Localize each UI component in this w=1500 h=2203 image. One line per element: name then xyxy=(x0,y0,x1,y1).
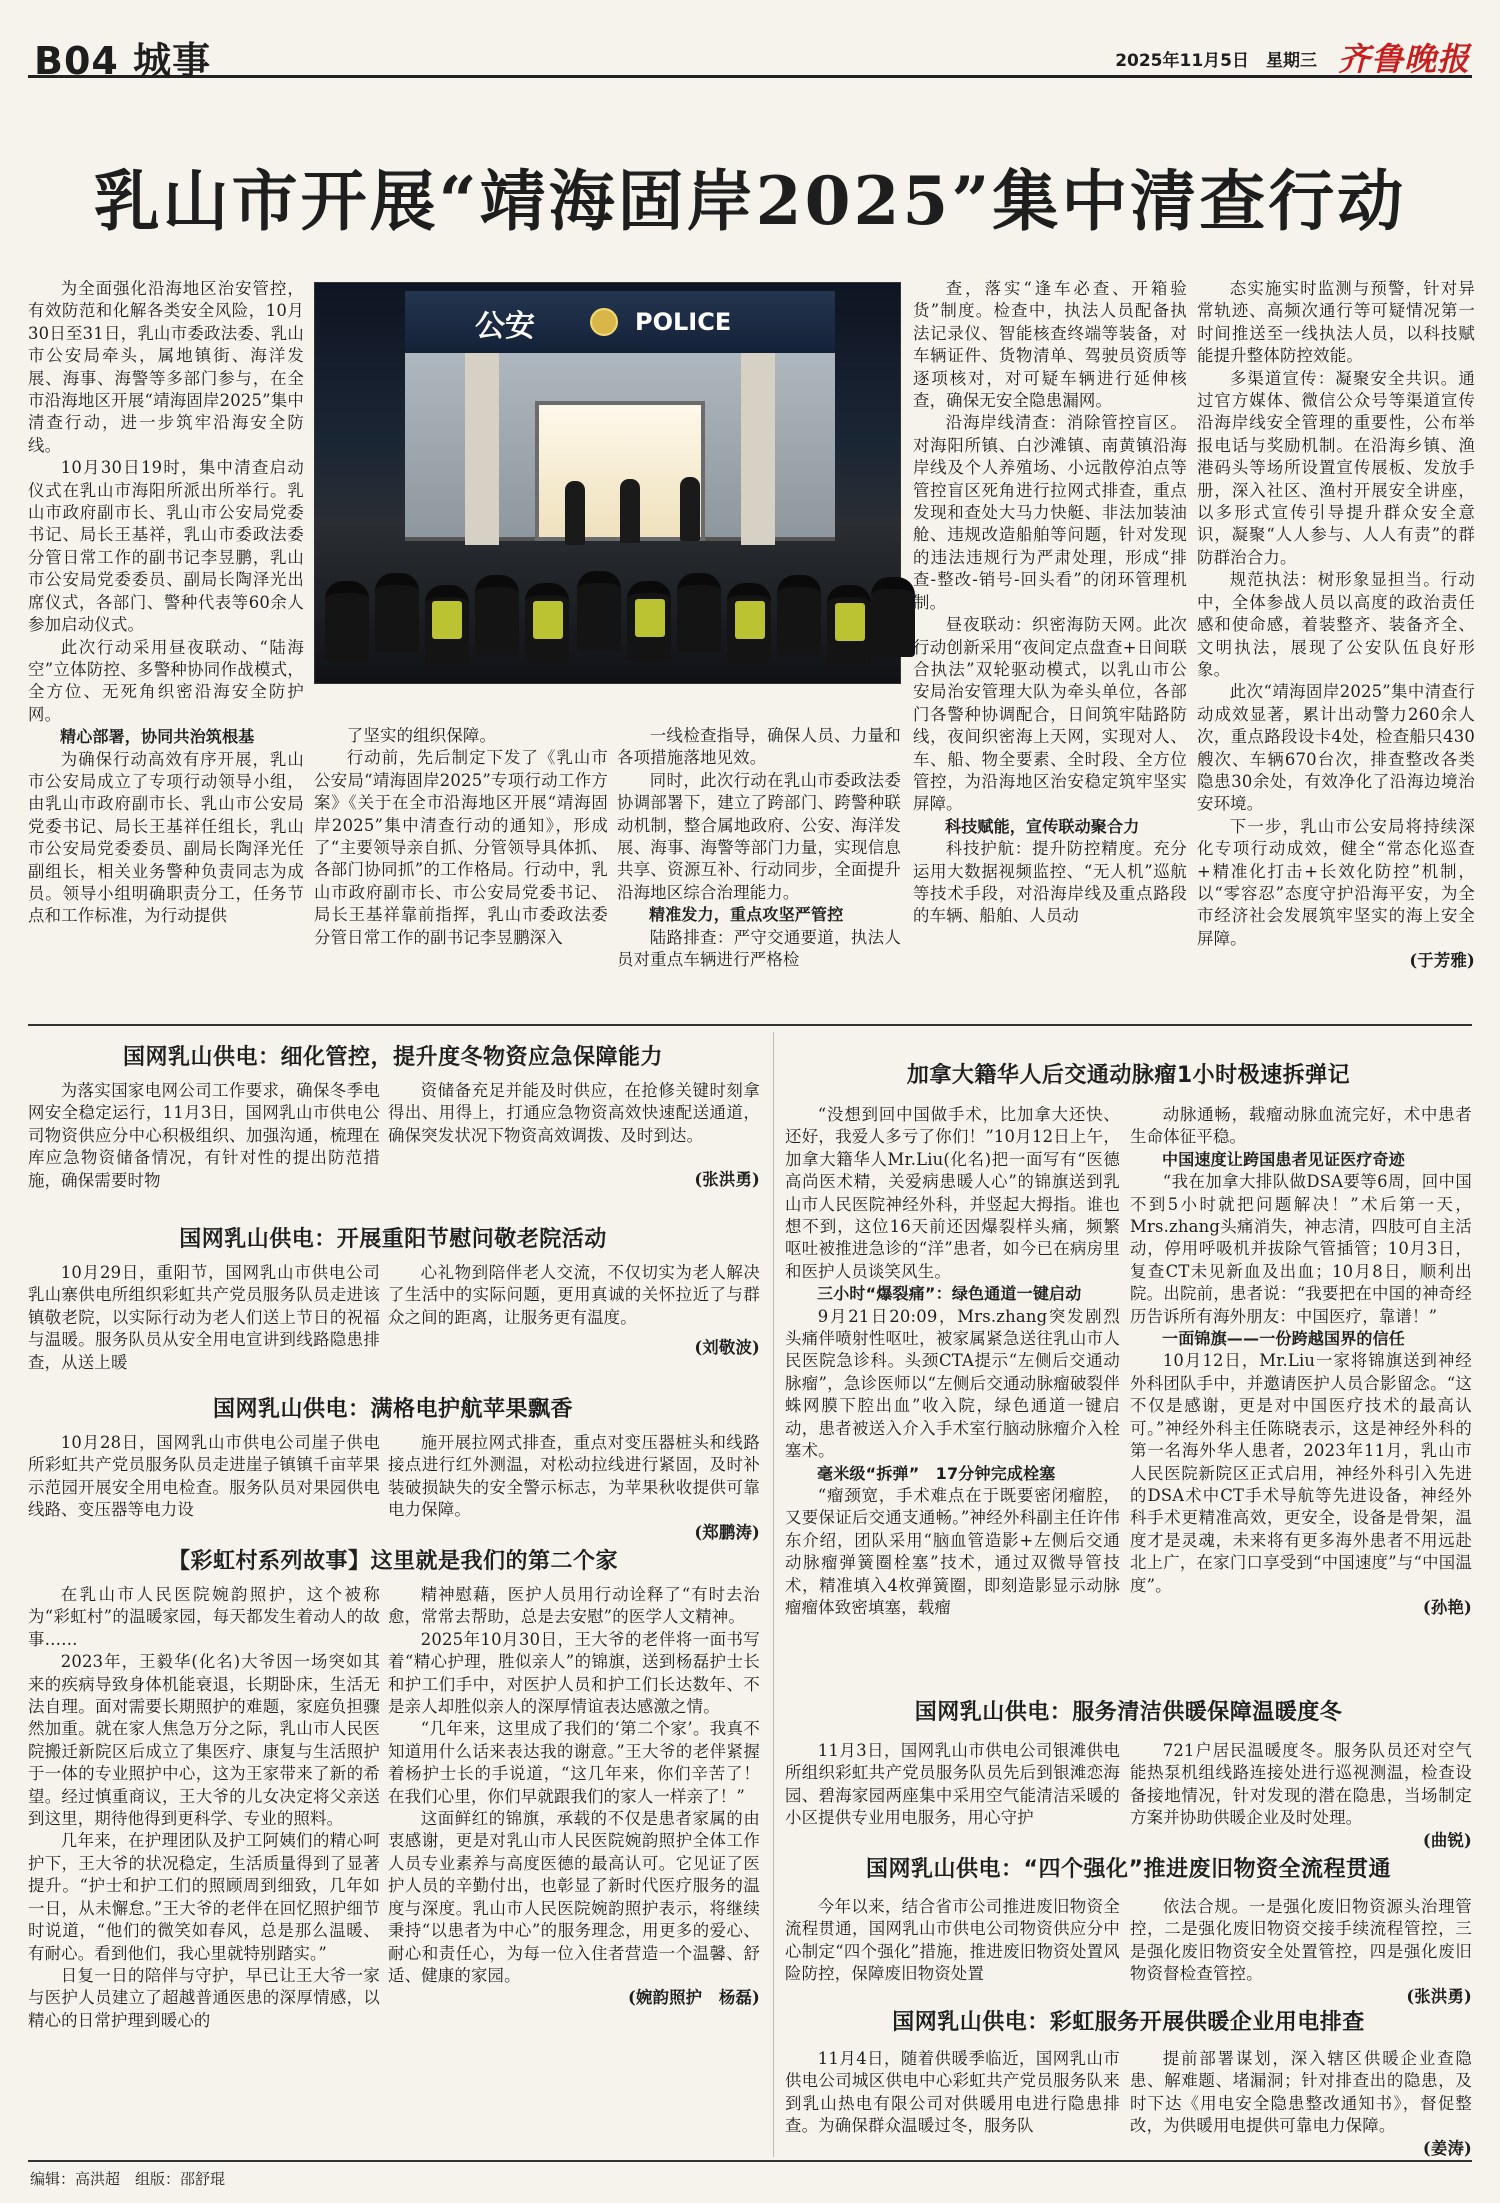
paragraph: 依法合规。一是强化废旧物资源头治理管控，二是强化废旧物资交接手续流程管控，三是强化废旧物资安全处置管控，四是强化废旧物资督检查管控。 xyxy=(1130,1897,1472,1984)
footer-credits: 编辑：高洪超 组版：邵舒琨 xyxy=(30,2170,226,2188)
byline: (婉韵照护 杨磊) xyxy=(627,1988,760,2008)
story-col xyxy=(388,1080,760,1200)
paragraph: 2023年，王毅华(化名)大爷因一场突如其来的疾病导致身体机能衰退，长期卧床，生活无法自理。面对需要长期照护的难题，家庭负担骤然加重。就在家人焦急万分之际，乳山市人民医院搬迁新院区后成立了集医疗、康复与生活照护于一体的专业照护中心，这为王家带来了新的希望。经过慎重商议，王大爷的儿女决定将父亲送到这里，期待他得到更科学、专业的照料。 xyxy=(28,1652,380,1829)
paragraph: 几年来，在护理团队及护工阿姨们的精心呵护下，王大爷的状况稳定，生活质量得到了显著提升。“护士和护工们的照顾周到细致，几年如一日，从未懈怠。”王大爷的老伴在回忆照护细节时说道，“他们的微笑如春风，总是那么温暖、有耐心。看到他们，我心里就特别踏实。” xyxy=(28,1831,380,1963)
story-title: 国网乳山供电：服务清洁供暖保障温暖度冬 xyxy=(914,1700,1343,1725)
paragraph: 10月12日，Mr.Liu一家将锦旗送到神经外科团队手中，并邀请医护人员合影留念。“这不仅是感谢，更是对中国医疗技术的最高认可。”神经外科主任陈晓表示，这是神经外科的第一名海外华人患者，2023年11月，乳山市人民医院新院区正式启用，神经外科引入先进的DSA术中CT手术导航等先进设备，神经外科手术更精准高效，更安全，设备是骨架，温度才是灵魂，未来将有更多海外患者不用远赴北上广，在家门口享受到“中国速度”与“中国温度”。 xyxy=(1130,1351,1472,1595)
page-number-section xyxy=(34,30,211,85)
paragraph: 科技护航：提升防控精度。充分运用大数据视频监控、“无人机”巡航等技术手段，对沿海岸线及重点路段的车辆、船舶、人员动 xyxy=(913,839,1187,926)
paragraph: 这面鲜红的锦旗，承载的不仅是患者家属的由衷感谢，更是对乳山市人民医院婉韵照护全体工作人员专业素养与高度医德的最高认可。它见证了医护人员的辛勤付出，也彰显了新时代医疗服务的温度与深度。乳山市人民医院婉韵照护表示，将继续秉持“以患者为中心”的服务理念，用更多的爱心、耐心和责任心，为每一位入住者营造一个温馨、舒适、健康的家园。 xyxy=(388,1809,760,1985)
byline: (于芳雅) xyxy=(1409,951,1475,971)
story-col xyxy=(1130,1104,1472,1676)
speaker-figure xyxy=(565,481,585,545)
story-col xyxy=(785,1740,1120,1835)
sign-text-en: POLICE xyxy=(635,308,732,336)
police-sign xyxy=(405,291,835,353)
byline: (曲锐) xyxy=(1422,1830,1472,1850)
pillar xyxy=(465,353,499,545)
paragraph: 下一步，乳山市公安局将持续深化专项行动成效，健全“常态化巡查+精准化打击+长效化防控”机制，以“零容忍”态度守护沿海平安，为全市经济社会发展筑牢坚实的海上安全屏障。 xyxy=(1197,816,1475,948)
paragraph: 动脉通畅，载瘤动脉血流完好，术中患者生命体征平稳。 xyxy=(1130,1105,1472,1147)
paragraph: 9月21日20:09，Mrs.zhang突发剧烈头痛伴喷射性呕吐，被家属紧急送往乳山市人民医院急诊科。头颈CTA提示“左侧后交通动脉瘤”，急诊医师以“左侧后交通动脉瘤破裂伴蛛网膜下腔出血”收入院，绿色通道一键启动，患者被送入介入手术室行脑动脉瘤介入栓塞术。 xyxy=(785,1306,1120,1461)
column-divider xyxy=(773,1032,774,2157)
subheading: 精心部署，协同共治筑根基 xyxy=(60,727,255,747)
paragraph: “我在加拿大排队做DSA要等6周，回中国不到5小时就把问题解决！”术后第一天，Mrs.zhang头痛消失，神志清，四肢可自主活动，停用呼吸机并拔除气管插管；10月3日，复查CT未见新血及出血；10月8日，顺利出院。出院前，患者说：“我要把在中国的神奇经历告诉所有海外朋友：中国医疗，靠谱！” xyxy=(1130,1172,1472,1326)
story-title: 国网乳山供电：“四个强化”推进废旧物资全流程贯通 xyxy=(866,1857,1391,1882)
story-title: 加拿大籍华人后交通动脉瘤1小时极速拆弹记 xyxy=(906,1063,1351,1088)
story-col xyxy=(785,2048,1120,2160)
subheading: 一面锦旗——一份跨越国界的信任 xyxy=(1162,1329,1406,1349)
story-col xyxy=(28,1262,380,1387)
story-col xyxy=(388,1584,760,2159)
page-header xyxy=(28,22,1472,83)
paragraph: 精神慰藉，医护人员用行动诠释了“有时去治愈，常常去帮助，总是去安慰”的医学人文精神。 xyxy=(388,1585,760,1627)
paragraph: 此次行动采用昼夜联动、“陆海空”立体防控、多警种协同作战模式，全方位、无死角织密沿海安全防护网。 xyxy=(28,637,304,724)
story-col xyxy=(785,1104,1120,1676)
paragraph: 在乳山市人民医院婉韵照护，这个被称为“彩虹村”的温暖家园，每天都发生着动人的故事…… xyxy=(28,1585,380,1649)
subheading: 毫米级“拆弹” 17分钟完成栓塞 xyxy=(817,1463,1056,1483)
paragraph: 日复一日的陪伴与守护，早已让王大爷一家与医护人员建立了超越普通医患的深厚情感，以精心的日常护理到暖心的 xyxy=(28,1965,380,2030)
paragraph: 此次“靖海固岸2025”集中清查行动成效显著，累计出动警力260余人次，重点路段设卡4处，检查船只430艘次、车辆670台次，排查整改各类隐患30余处，有效净化了沿海边境治安环境。 xyxy=(1197,682,1475,814)
story-title: 【彩虹村系列故事】这里就是我们的第二个家 xyxy=(167,1549,618,1574)
byline: (郑鹏涛) xyxy=(694,1522,760,1542)
byline: (张洪勇) xyxy=(1406,1986,1472,2006)
paragraph: 为全面强化沿海地区治安管控，有效防范和化解各类安全风险，10月30日至31日，乳山市委政法委、乳山市公安局牵头，属地镇街、海洋发展、海事、海警等多部门参与，在全市沿海地区开展“靖海固岸2025”集中清查行动，进一步筑牢沿海安全防线。 xyxy=(28,279,304,455)
police-emblem-icon xyxy=(590,308,618,336)
story-col xyxy=(1130,2048,1472,2160)
paragraph: “几年来，这里成了我们的‘第二个家’。我真不知道用什么话来表达我的谢意。”王大爷的老伴紧握着杨护士长的手说道，“这几年来，你们辛苦了！在我们心里，你们早就跟我们的家人一样亲了！” xyxy=(388,1719,760,1806)
paragraph: 为确保行动高效有序开展，乳山市公安局成立了专项行动领导小组，由乳山市政府副市长、乳山市公安局党委书记、局长王基祥任组长，乳山市公安局党委委员、副局长陶泽光任副组长，相关业务警种负责同志为成员。领导小组明确职责分工，任务节点和工作标准，为行动提供 xyxy=(28,749,304,926)
subheading: 中国速度让跨国患者见证医疗奇迹 xyxy=(1162,1149,1406,1169)
story-col xyxy=(28,1080,380,1200)
paragraph: “瘤颈宽，手术难点在于既要密闭瘤腔，又要保证后交通支通畅。”神经外科副主任许伟东介绍，团队采用“脑血管造影+左侧后交通动脉瘤弹簧圈栓塞”技术，通过双微导管技术，精准填入4枚弹簧圈，即刻造影显示动脉瘤瘤体致密填塞，载瘤 xyxy=(785,1485,1120,1617)
paragraph: “没想到回中国做手术，比加拿大还快、还好，我爱人多亏了你们！”10月12日上午，加拿大籍华人Mr.Liu(化名)把一面写有“医德高尚医术精，关爱病患暖人心”的锦旗送到乳山市人民医院神经外科，并竖起大拇指。谁也想不到，这位16天前还因爆裂样头痛，频繁呕吐被推进急诊的“洋”患者，如今已在病房里和医护人员谈笑风生。 xyxy=(785,1105,1120,1281)
story-col xyxy=(388,1432,760,1542)
paragraph: 了坚实的组织保障。 xyxy=(346,726,497,745)
subheading: 科技赋能，宣传联动聚合力 xyxy=(945,816,1140,836)
paragraph: 行动前，先后制定下发了《乳山市公安局“靖海固岸2025”专项行动工作方案》《关于在全市沿海地区开展“靖海固岸2025”集中清查行动的通知》，形成了“主要领导亲自抓、分管领导具体抓、各部门协同抓”的工作格局。行动中，乳山市政府副市长、市公安局党委书记、局长王基祥靠前指挥，乳山市委政法委分管日常工作的副书记李昱鹏深入 xyxy=(314,748,608,947)
story-title: 国网乳山供电：开展重阳节慰问敬老院活动 xyxy=(179,1227,607,1252)
police-crowd xyxy=(315,561,902,685)
byline: (孙艳) xyxy=(1422,1597,1472,1617)
paragraph: 10月29日，重阳节，国网乳山市供电公司乳山寨供电所组织彩虹共产党员服务队员走进该镇敬老院，以实际行动为老人们送上节日的祝福与温暖。服务队员从安全用电宣讲到线路隐患排查，从送上暖 xyxy=(28,1263,380,1372)
speaker-figure xyxy=(680,477,700,541)
paragraph: 11月4日，随着供暖季临近，国网乳山市供电公司城区供电中心彩虹共产党员服务队来到乳山热电有限公司对供暖用电进行隐患排查。为确保群众温暖过冬，服务队 xyxy=(785,2049,1120,2136)
weekday: 星期三 xyxy=(1266,51,1317,71)
byline: (姜涛) xyxy=(1422,2138,1472,2158)
paragraph: 心礼物到陪伴老人交流，不仅切实为老人解决了生活中的实际问题，更用真诚的关怀拉近了与群众之间的距离，让服务更有温度。 xyxy=(388,1263,760,1327)
paragraph: 沿海岸线清查：消除管控盲区。对海阳所镇、白沙滩镇、南黄镇沿海岸线及个人养殖场、小远散停泊点等管控盲区死角进行拉网式排查，重点发现和查处大马力快艇、非法加装油舱、违规改造船舶等问题，针对发现的违法违规行为严肃处理，形成“排查-整改-销号-回头看”的闭环管理机制。 xyxy=(913,413,1187,612)
lead-col-1 xyxy=(28,278,304,1018)
paragraph: 11月3日，国网乳山市供电公司银滩供电所组织彩虹共产党员服务队员先后到银滩恋海园、碧海家园两座集中采用空气能清洁采暖的小区提供专业用电服务，用心守护 xyxy=(785,1741,1120,1828)
paragraph: 态实施实时监测与预警，针对异常轨迹、高频次通行等可疑情况第一时间推送至一线执法人员，以科技赋能提升整体防控效能。 xyxy=(1197,279,1475,366)
lead-col-2 xyxy=(314,725,608,1020)
story-title: 国网乳山供电：满格电护航苹果飘香 xyxy=(212,1397,573,1422)
lead-col-4 xyxy=(913,278,1187,1020)
lead-col-5 xyxy=(1197,278,1475,1020)
issue-date: 2025年11月5日 xyxy=(1115,51,1249,71)
paragraph: 同时，此次行动在乳山市委政法委协调部署下，建立了跨部门、跨警种联动机制，整合属地政府、公安、海洋发展、海事、海警等部门力量，实现信息共享、资源互补、行动同步，全面提升沿海地区综合治理能力。 xyxy=(617,770,901,902)
story-col xyxy=(1130,1740,1472,1850)
masthead-logo: 齐鲁晚报 xyxy=(1337,40,1470,78)
paragraph: 721户居民温暖度冬。服务队员还对空气能热泵机组线路连接处进行巡视测温，检查设备接地情况，针对发现的潜在隐患，当场制定方案并协助供暖企业及时处理。 xyxy=(1130,1741,1472,1828)
subheading: 精准发力，重点攻坚严管控 xyxy=(649,905,844,925)
story-title: 国网乳山供电：细化管控，提升度冬物资应急保障能力 xyxy=(122,1045,663,1070)
story-col xyxy=(28,1432,380,1532)
paragraph: 提前部署谋划，深入辖区供暖企业查隐患、解难题、堵漏洞；针对排查出的隐患，及时下达《用电安全隐患整改通知书》，督促整改，为供暖用电提供可靠电力保障。 xyxy=(1130,2049,1472,2136)
police-station-building xyxy=(405,291,835,541)
paragraph: 2025年10月30日，王大爷的老伴将一面书写着“精心护理，胜似亲人”的锦旗，送到杨磊护士长和护工们手中，对医护人员和护工们长达数年、不是亲人却胜似亲人的深厚情谊表达感激之情。 xyxy=(388,1629,760,1717)
paragraph: 资储备充足并能及时供应，在抢修关键时刻拿得出、用得上，打通应急物资高效快速配送通道，确保突发状况下物资高效调拨、及时到达。 xyxy=(388,1081,760,1145)
paragraph: 多渠道宣传：凝聚安全共识。通过官方媒体、微信公众号等渠道宣传沿海岸线安全管理的重要性，公布举报电话与奖励机制。在沿海乡镇、渔港码头等场所设置宣传展板、发放手册，深入社区、渔村开展安全讲座，以多形式宣传引导提升群众安全意识，凝聚“人人参与、人人有责”的群防群治合力。 xyxy=(1197,368,1475,567)
byline: (刘敬波) xyxy=(694,1338,760,1358)
lead-col-3 xyxy=(617,725,901,1020)
date-line xyxy=(1115,46,1317,71)
paragraph: 为落实国家电网公司工作要求，确保冬季电网安全稳定运行，11月3日，国网乳山市供电公司物资供应分中心积极组织、加强沟通，梳理在库应急物资储备情况，有针对性的提出防范措施，确保需要时物 xyxy=(28,1081,380,1190)
story-col xyxy=(785,1896,1120,1991)
lead-photo xyxy=(314,282,901,684)
paragraph: 陆路排查：严守交通要道，执法人员对重点车辆进行严格检 xyxy=(617,927,901,970)
paragraph: 10月30日19时，集中清查启动仪式在乳山市海阳所派出所举行。乳山市政府副市长、乳山市公安局党委书记、局长王基祥，乳山市委政法委分管日常工作的副书记李昱鹏，乳山市公安局党委委员、副局长陶泽光出席仪式，各部门、警种代表等60余人参加启动仪式。 xyxy=(28,458,304,635)
lead-headline: 乳山市开展“靖海固岸2025”集中清查行动 xyxy=(93,162,1407,240)
paragraph: 规范执法：树形象显担当。行动中，全体参战人员以高度的政治责任感和使命感，着装整齐、装备齐全、文明执法，展现了公安队伍良好形象。 xyxy=(1197,570,1475,679)
section-name: 城事 xyxy=(133,39,212,83)
page-number: B04 xyxy=(34,39,119,83)
divider xyxy=(28,1024,1472,1026)
paragraph: 今年以来，结合省市公司推进废旧物资全流程贯通，国网乳山市供电公司物资供应分中心制定“四个强化”措施，推进废旧物资处置风险防控，保障废旧物资处置 xyxy=(785,1897,1120,1984)
story-title: 国网乳山供电：彩虹服务开展供暖企业用电排查 xyxy=(892,2010,1365,2035)
story-col xyxy=(388,1262,760,1387)
byline: (张洪勇) xyxy=(694,1170,760,1190)
paragraph: 一线检查指导，确保人员、力量和各项措施落地见效。 xyxy=(617,726,901,768)
speaker-figure xyxy=(620,479,640,543)
story-col xyxy=(28,1584,380,2159)
pillar xyxy=(741,353,775,545)
paragraph: 查，落实“逢车必查、开箱验货”制度。检查中，执法人员配备执法记录仪、智能核查终端等装备，对车辆证件、货物清单、驾驶员资质等逐项核对，对可疑车辆进行延伸核查，确保无安全隐患漏网。 xyxy=(913,279,1187,411)
sign-text-cn: 公安 xyxy=(475,309,535,344)
paragraph: 施开展拉网式排查，重点对变压器桩头和线路接点进行红外测温，对松动拉线进行紧固，及时补装破损缺失的安全警示标志，为苹果秋收提供可靠电力保障。 xyxy=(388,1433,760,1520)
subheading: 三小时“爆裂痛”：绿色通道一键启动 xyxy=(817,1284,1082,1304)
story-col xyxy=(1130,1896,1472,2006)
paragraph: 昼夜联动：织密海防天网。此次行动创新采用“夜间定点盘查+日间联合执法”双轮驱动模式，以乳山市公安局治安管理大队为牵头单位，各部门各警种协调配合，日间筑牢陆路防线，夜间织密海上天网，实现对人、车、船、物全要素、全时段、全方位管控，为沿海地区治安稳定筑牢坚实屏障。 xyxy=(913,615,1187,814)
paragraph: 10月28日，国网乳山市供电公司崖子供电所彩虹共产党员服务队员走进崖子镇镇千亩苹果示范园开展安全用电检查。服务队员对果园供电线路、变压器等电力设 xyxy=(28,1433,380,1520)
footer-divider xyxy=(28,2160,1472,2162)
